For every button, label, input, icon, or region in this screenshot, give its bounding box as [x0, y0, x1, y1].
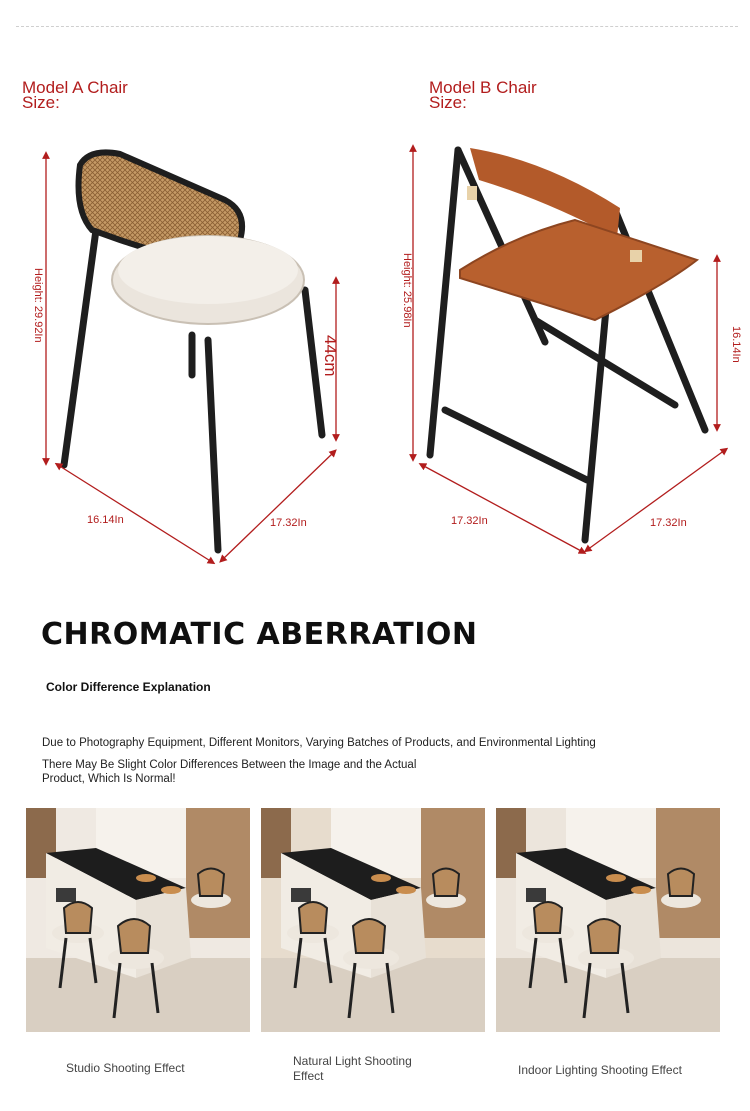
product-photo-1	[26, 808, 250, 1032]
model-a-depth-label: 17.32In	[270, 517, 307, 529]
model-b-title-line1: Model B Chair	[429, 78, 537, 97]
model-b-width-label: 17.32In	[451, 515, 488, 527]
model-a-chair-diagram	[0, 120, 375, 580]
model-b-title	[429, 80, 537, 110]
explanation-line-2: There May Be Slight Color Differences Between the Image and the Actual	[42, 759, 417, 771]
model-a-title-line2: Size:	[22, 93, 60, 112]
model-a-depth-arrow	[222, 452, 334, 560]
photo-caption-2-line1: Natural Light Shooting	[293, 1054, 412, 1068]
model-b-hinge-lower	[630, 250, 642, 262]
model-b-width-arrow	[422, 465, 583, 552]
model-b-hinge-upper	[467, 186, 477, 200]
model-b-depth-label: 17.32In	[650, 517, 687, 529]
model-b-depth-arrow	[587, 450, 725, 550]
model-a-width-label: 16.14In	[87, 514, 124, 526]
section-title: CHROMATIC ABERRATION	[41, 617, 478, 652]
model-b-height-label: Height: 25.98In	[401, 253, 413, 328]
photo-caption-1-line1: Studio Shooting Effect	[66, 1061, 185, 1075]
model-a-title	[22, 80, 128, 110]
explanation-line-3: Product, Which Is Normal!	[42, 773, 176, 785]
section-subtitle: Color Difference Explanation	[46, 680, 211, 694]
photo-caption-3	[518, 1063, 682, 1078]
model-b-title-line2: Size:	[429, 93, 467, 112]
explanation-line-1: Due to Photography Equipment, Different Monitors, Varying Batches of Products, and Environmental Lighting	[42, 737, 596, 749]
model-a-width-arrow	[58, 465, 212, 562]
model-a-height-label: Height: 29.92In	[32, 268, 44, 343]
model-b-seat-label: 16.14In	[730, 326, 742, 363]
product-photo-2	[261, 808, 485, 1032]
photo-caption-2	[293, 1054, 412, 1084]
photo-caption-3-line1: Indoor Lighting Shooting Effect	[518, 1063, 682, 1077]
photo-caption-2-line2: Effect	[293, 1069, 324, 1083]
product-photo-3	[496, 808, 720, 1032]
model-a-seat-label: 44cm	[321, 335, 340, 377]
photo-caption-1	[66, 1061, 185, 1076]
top-dashed-divider	[16, 26, 738, 27]
model-a-title-line1: Model A Chair	[22, 78, 128, 97]
model-b-chair-diagram	[375, 120, 750, 580]
